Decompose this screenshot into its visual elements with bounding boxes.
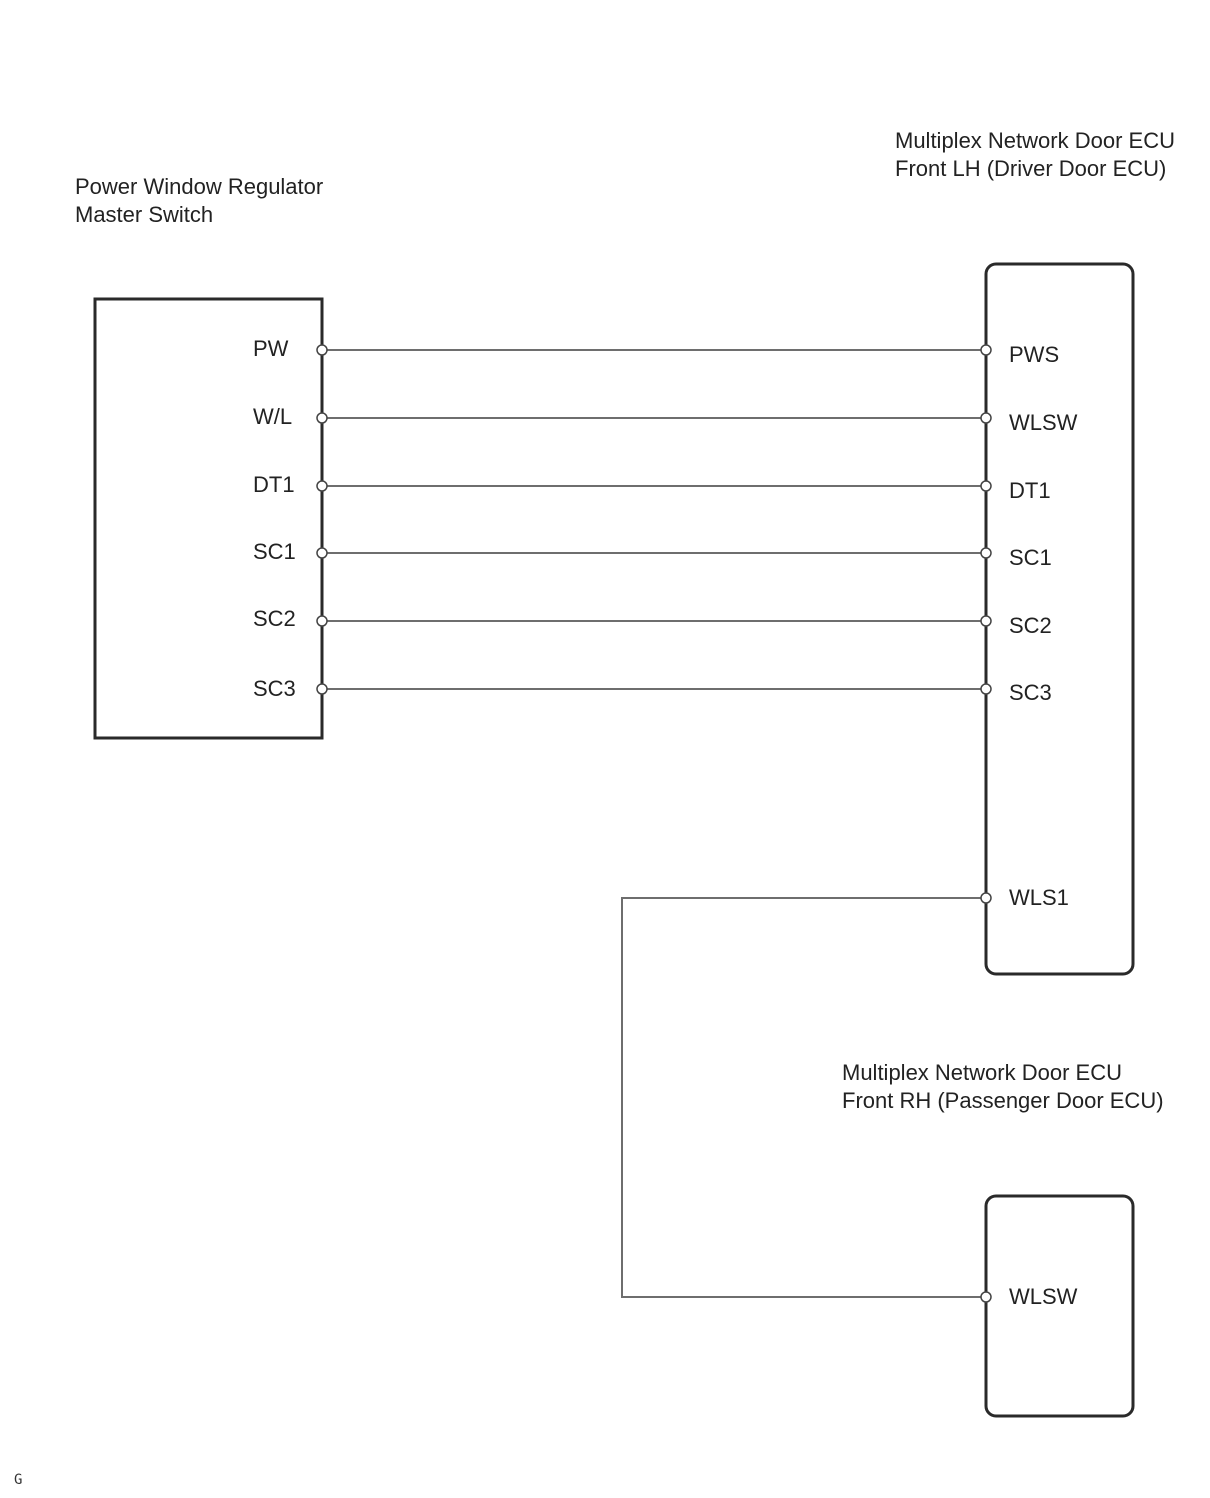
master-pin-sc2: SC2 — [253, 606, 296, 631]
master-pin-wl: W/L — [253, 404, 293, 429]
master-pin-pw: PW — [253, 336, 289, 361]
master-terminal-sc3 — [317, 684, 327, 694]
driver-pin-dt1: DT1 — [1009, 478, 1051, 503]
driver-ecu-title-2: Front LH (Driver Door ECU) — [895, 156, 1167, 181]
driver-terminal-sc3 — [981, 684, 991, 694]
master-terminal-sc1 — [317, 548, 327, 558]
passenger-ecu-title-1: Multiplex Network Door ECU — [842, 1060, 1122, 1085]
master-switch-title-1: Power Window Regulator — [75, 174, 324, 199]
passenger-ecu-title-2: Front RH (Passenger Door ECU) — [842, 1088, 1164, 1113]
master-terminal-wl — [317, 413, 327, 423]
master-switch-box — [95, 299, 322, 738]
driver-pin-pws: PWS — [1009, 342, 1060, 367]
master-pin-sc3: SC3 — [253, 676, 296, 701]
master-pin-dt1: DT1 — [253, 472, 295, 497]
driver-terminal-dt1 — [981, 481, 991, 491]
driver-terminal-sc2 — [981, 616, 991, 626]
driver-pin-wlsw: WLSW — [1009, 410, 1078, 435]
master-terminal-dt1 — [317, 481, 327, 491]
corner-mark: G — [14, 1472, 23, 1488]
driver-terminal-wls1 — [981, 893, 991, 903]
master-terminal-pw — [317, 345, 327, 355]
driver-ecu-title-1: Multiplex Network Door ECU — [895, 128, 1175, 153]
driver-terminal-sc1 — [981, 548, 991, 558]
driver-pin-sc2: SC2 — [1009, 613, 1052, 638]
master-pin-sc1: SC1 — [253, 539, 296, 564]
driver-pin-sc3: SC3 — [1009, 680, 1052, 705]
master-terminal-sc2 — [317, 616, 327, 626]
driver-pin-wls1: WLS1 — [1009, 885, 1069, 910]
driver-pin-sc1: SC1 — [1009, 545, 1052, 570]
passenger-pin-wlsw: WLSW — [1009, 1284, 1078, 1309]
driver-terminal-pws — [981, 345, 991, 355]
driver-terminal-wlsw — [981, 413, 991, 423]
passenger-terminal-wlsw — [981, 1292, 991, 1302]
master-switch-title-2: Master Switch — [75, 202, 214, 227]
